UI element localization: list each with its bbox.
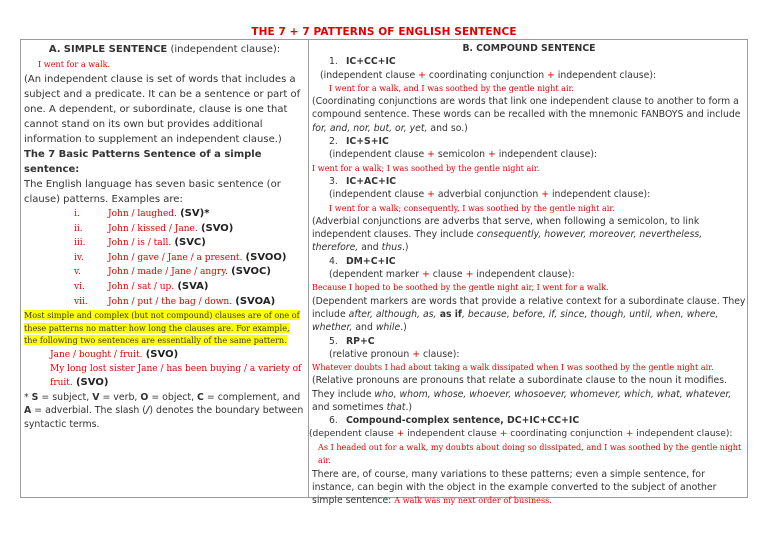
- pattern-2-desc: (independent clause + semicolon + independent clause):: [329, 149, 598, 161]
- patterns-table: [20, 39, 748, 507]
- compound-sentence-column: [309, 42, 746, 507]
- list-item: iii. John / is / tall. (SVC): [74, 237, 206, 249]
- pattern-4-desc: (dependent marker + clause + independent clause):: [329, 269, 575, 281]
- heading-rest: (independent clause):: [167, 44, 281, 55]
- simple-definition: (An independent clause is set of words that includes a subject and a predicate. It can be a sentence or part of one. A dependent, or subordinate, clause is one that cannot stand on its own but provides additional information to supplement an independent clause.): [24, 74, 301, 145]
- highlight-note: Most simple and complex (but not compound) clauses are of one of these patterns no matter how long the clauses are. For example, the following two sentences are essentially of the same pattern.: [24, 310, 300, 346]
- pattern-1-note: (Coordinating conjunctions are words that link one independent clause to another to form a compound sentence. These words can be recalled with the mnemonic FANBOYS and include for, and, nor, but, or, yet, and so.): [312, 96, 741, 134]
- list-item: vi. John / sat / up. (SVA): [74, 280, 209, 292]
- pattern-6-title: 6. Compound-complex sentence, DC+IC+CC+IC: [329, 415, 580, 427]
- same-pattern-examples: [24, 348, 305, 390]
- heading-bold: SIMPLE SENTENCE: [63, 44, 168, 55]
- pattern-6-desc: (dependent clause + independent clause + coordinating conjunction + independent clause):: [309, 428, 733, 439]
- page-title: THE 7 + 7 PATTERNS OF ENGLISH SENTENCE: [251, 26, 517, 38]
- pattern-2-title: 2. IC+S+IC: [329, 136, 389, 148]
- pattern-3-example: I went for a walk; consequently, I was soothed by the gentle night air.: [329, 202, 615, 213]
- pattern-3-title: 3. IC+AC+IC: [329, 175, 397, 187]
- pattern-5-desc: (relative pronoun + clause):: [329, 348, 460, 360]
- patterns-list: [24, 207, 305, 309]
- heading-letter: A.: [48, 44, 61, 55]
- basic-patterns-heading: The 7 Basic Patterns Sentence of a simple sentence:: [24, 149, 262, 175]
- pattern-1-title: 1. IC+CC+IC: [329, 56, 396, 68]
- pattern-4-title: 4. DM+C+IC: [329, 255, 396, 267]
- pattern-5-note: (Relative pronouns are pronouns that relate a subordinate clause to the noun it modifies. They include who, whom, whose, whoever, whosoever, whomever, which, what, whatever, and sometimes that.): [312, 375, 732, 414]
- simple-sentence-column: [24, 42, 305, 431]
- pattern-4-example: Because I hoped to be soothed by the gentle night air, I went for a walk.: [312, 282, 609, 293]
- list-item: i. John / laughed. (SV)*: [74, 208, 210, 219]
- pattern-5-title: 5. RP+C: [329, 335, 375, 347]
- pattern-6-example: As I headed out for a walk, my doubts about doing so dissipated, and I was soothed by the gentle night air.: [318, 441, 742, 466]
- pattern-5-example: Whatever doubts I had about taking a walk dissipated when I was soothed by the gentle night air.: [312, 362, 714, 373]
- pattern-2-example: I went for a walk; I was soothed by the gentle night air.: [312, 162, 540, 173]
- pattern-1-example: I went for a walk, and I was soothed by the gentle night air.: [329, 82, 575, 93]
- pattern-3-note: (Adverbial conjunctions are adverbs that serve, when following a semicolon, to link independent clauses. They include consequently, however, moreover, nevertheless, therefore, and thus.): [312, 215, 703, 254]
- pattern-4-note: (Dependent markers are words that provide a relative context for a subordinate clause. They include after, although, as, as if, because, before, if, since, though, until, when, where, whether, and while.): [312, 295, 746, 334]
- pattern-1-desc: (independent clause + coordinating conjunction + independent clause):: [320, 69, 657, 81]
- simple-example: I went for a walk.: [38, 59, 111, 69]
- pattern-3-desc: (independent clause + adverbial conjunction + independent clause):: [329, 189, 651, 201]
- pattern-6-note: There are, of course, many variations to these patterns; even a simple sentence, for instance, can begin with the object in the example converted to the subject of another simple sentence: A walk was my next order of business.: [312, 468, 717, 507]
- list-item: Jane / bought / fruit. (SVO): [50, 348, 179, 360]
- list-item: vii. John / put / the bag / down. (SVOA): [74, 295, 276, 307]
- basic-patterns-intro: The English language has seven basic sentence (or clause) patterns. Examples are:: [24, 179, 281, 205]
- list-item: iv. John / gave / Jane / a present. (SVOO): [74, 251, 287, 263]
- list-item: My long lost sister Jane / has been buying / a variety of fruit. (SVO): [50, 363, 302, 388]
- list-item: v. John / made / Jane / angry. (SVOC): [74, 266, 271, 278]
- compound-sentence-heading: B. COMPOUND SENTENCE: [462, 43, 596, 54]
- legend-note: * S = subject, V = verb, O = object, C = complement, and A = adverbial. The slash (/) denotes the boundary between syntactic terms.: [24, 391, 304, 430]
- list-item: ii. John / kissed / Jane. (SVO): [74, 222, 234, 234]
- simple-sentence-heading: [24, 42, 305, 57]
